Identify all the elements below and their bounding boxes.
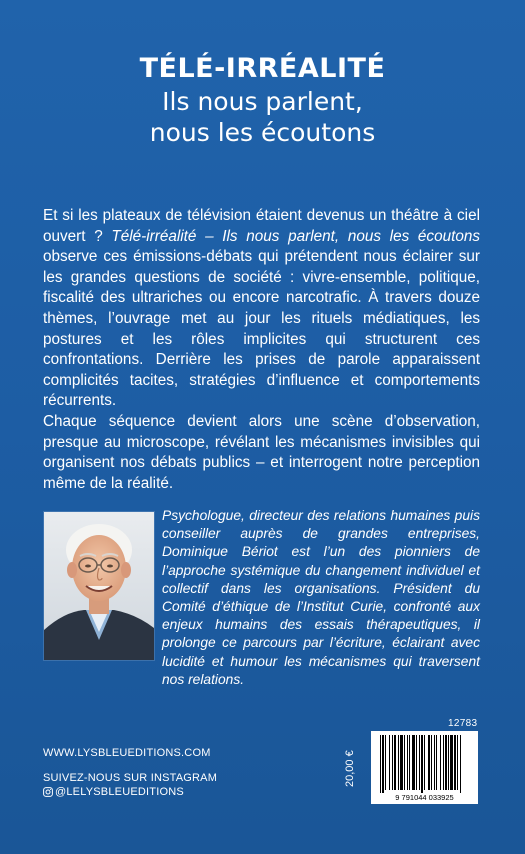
description-paragraph-1 [43, 206, 480, 412]
author-photo [44, 512, 154, 660]
barcode-bar [434, 735, 435, 790]
isbn-digits: 9 791044 033925 [395, 793, 454, 802]
barcode-bar [460, 735, 461, 793]
description-paragraph-2: Chaque séquence devient alors une scène d’observation, presque au microscope, révélant les mécanismes invisibles qui organisent nos débats publics – et interrogent notre perception même de la réalité. [43, 412, 480, 492]
book-description [43, 206, 480, 494]
barcode-bar [409, 735, 410, 790]
barcode-bar [400, 735, 403, 790]
barcode-bar [385, 735, 386, 790]
author-bio: Psychologue, directeur des relations humaines puis conseiller auprès de grandes entreprises, Dominique Bériot est l’un des pionniers de l’approche systémique du changement individuel et collectif dans les organisations. Président du Comité d’éthique de l’Institut Curie, confronté aux enjeux humains des essais thérapeutiques, il prolonge ce parcours par l’écriture, éclairant avec lucidité et humour les mécanismes qui traversent nos relations. [162, 508, 480, 687]
barcode-bar [436, 735, 437, 790]
barcode-bar [407, 735, 408, 790]
barcode-bar [380, 735, 381, 793]
barcode-bar [428, 735, 430, 790]
instagram-icon [43, 787, 53, 797]
barcode-bar [424, 735, 425, 790]
barcode-bar [389, 735, 390, 790]
book-title: TÉLÉ-IRRÉALITÉ [139, 53, 386, 84]
barcode-bar [431, 735, 432, 790]
instagram-handle-row [43, 786, 184, 798]
book-subtitle-line-2: nous les écoutons [149, 118, 376, 147]
price-label: 20,00 € [344, 750, 356, 788]
publisher-website: WWW.LYSBLEUEDITIONS.COM [43, 747, 211, 759]
barcode-bar [457, 735, 458, 790]
instagram-label: SUIVEZ-NOUS SUR INSTAGRAM [43, 772, 218, 784]
reference-number: 12783 [448, 718, 478, 729]
description-body: observe ces émissions-débats qui prétendent nous éclairer sur les grandes questions de société : vivre-ensemble, politique, fiscalité des ultrariches ou encore narcotrafic. À travers douze thèmes, l’ouvrage met au jour les rituels médiatiques, les postures et les rôles implicites qui structurent ces confrontations. Derrière les prises de parole apparaissent complicités tacites, stratégies d’influence et comportements récurrents. [43, 248, 480, 410]
barcode-bar [440, 735, 441, 790]
barcode-bar [394, 735, 396, 790]
barcode-bar [404, 735, 405, 790]
barcode-graphic [371, 731, 478, 804]
barcode-bar [412, 735, 415, 790]
isbn-barcode [371, 731, 478, 804]
title-block [0, 52, 525, 148]
barcode-bar [416, 735, 417, 790]
barcode-bar [392, 735, 393, 790]
barcode-bar [445, 735, 447, 790]
barcode-bar [398, 735, 399, 790]
barcode-bar [454, 735, 456, 790]
description-title-italic: Télé-irréalité – Ils nous parlent, nous les écoutons [111, 227, 481, 245]
barcode-bar [382, 735, 384, 793]
description-intro: Et si les plateaux de télévision étaient devenus un théâtre à ciel ouvert ? [43, 207, 480, 245]
barcode-bar [448, 735, 449, 790]
barcode-bar [419, 735, 420, 790]
book-subtitle-line-1: Ils nous parlent, [162, 87, 363, 116]
barcode-bar [450, 735, 453, 790]
barcode-bar [421, 735, 423, 793]
instagram-handle: @LELYSBLEUEDITIONS [55, 786, 184, 798]
barcode-bar [443, 735, 444, 790]
